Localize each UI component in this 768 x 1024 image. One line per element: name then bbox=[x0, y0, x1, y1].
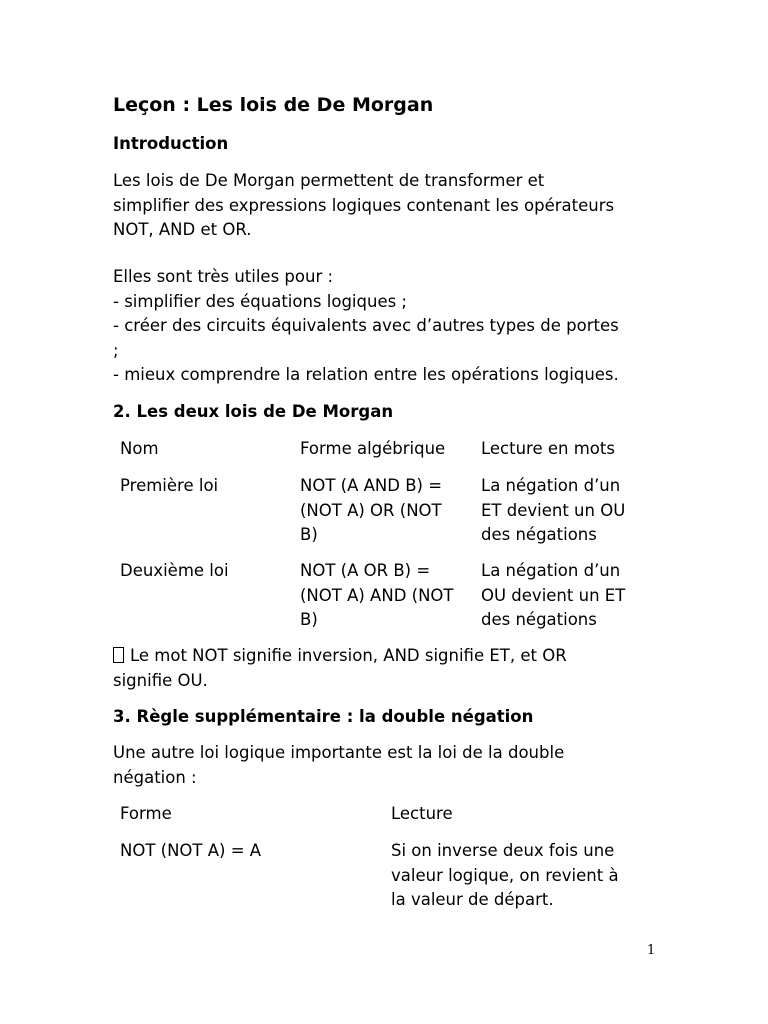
text-line: NOT (A AND B) = bbox=[300, 476, 443, 495]
text-line: B) bbox=[300, 610, 318, 629]
text-line: La négation d’un bbox=[481, 561, 621, 580]
list-item: - mieux comprendre la relation entre les opérations logiques. bbox=[113, 365, 619, 384]
table-header-lecture: Lecture bbox=[391, 804, 453, 823]
note-paragraph bbox=[113, 644, 658, 693]
missing-glyph-icon bbox=[113, 647, 124, 663]
text-line: Si on inverse deux fois une bbox=[391, 841, 615, 860]
table-cell-forme bbox=[300, 559, 454, 633]
table-cell-nom: Première loi bbox=[120, 476, 219, 495]
text-line bbox=[113, 644, 658, 669]
text-line: (NOT A) OR (NOT bbox=[300, 500, 442, 520]
list-item: - simplifier des équations logiques ; bbox=[113, 291, 407, 311]
table-cell-lecture bbox=[481, 559, 625, 633]
list-item-continuation: ; bbox=[113, 340, 119, 360]
text-line: signifie OU. bbox=[113, 670, 208, 690]
table-cell-lecture bbox=[481, 474, 625, 548]
text-line: simplifier des expressions logiques contenant les opérateurs bbox=[113, 195, 615, 215]
table-cell-nom: Deuxième loi bbox=[120, 561, 229, 580]
text-line: valeur logique, on revient à bbox=[391, 865, 619, 885]
table-cell-forme bbox=[300, 474, 442, 548]
text-line: des négations bbox=[481, 525, 597, 544]
table-header-forme: Forme algébrique bbox=[300, 439, 446, 458]
table-header-forme: Forme bbox=[120, 804, 172, 823]
section2-heading: 2. Les deux lois de De Morgan bbox=[113, 402, 394, 421]
table-cell-forme: NOT (NOT A) = A bbox=[120, 841, 262, 860]
text-line: NOT, AND et OR. bbox=[113, 220, 252, 239]
text-line: NOT (A OR B) = bbox=[300, 561, 431, 580]
intro-paragraph bbox=[113, 169, 658, 243]
table-header-lecture: Lecture en mots bbox=[481, 439, 615, 458]
text-line: B) bbox=[300, 525, 318, 544]
text-line: Les lois de De Morgan permettent de transformer et bbox=[113, 171, 545, 190]
section3-heading: 3. Règle supplémentaire : la double négation bbox=[113, 707, 534, 726]
table-header-nom: Nom bbox=[120, 439, 159, 458]
page-number: 1 bbox=[647, 943, 656, 958]
text-line: des négations bbox=[481, 610, 597, 629]
text-line: négation : bbox=[113, 767, 197, 787]
table-cell-lecture bbox=[391, 839, 619, 913]
list-item: - créer des circuits équivalents avec d’autres types de portes bbox=[113, 316, 619, 335]
note-text: Le mot NOT signifie inversion, AND signifie ET, et OR bbox=[130, 646, 567, 665]
text-line: La négation d’un bbox=[481, 476, 621, 495]
text-line: Une autre loi logique importante est la loi de la double bbox=[113, 743, 565, 762]
text-line: la valeur de départ. bbox=[391, 890, 554, 909]
text-line: (NOT A) AND (NOT bbox=[300, 585, 454, 605]
text-line: ET devient un OU bbox=[481, 500, 626, 520]
text-line: Elles sont très utiles pour : bbox=[113, 267, 334, 286]
text-line: OU devient un ET bbox=[481, 585, 626, 605]
section3-intro bbox=[113, 741, 658, 790]
lesson-title: Leçon : Les lois de De Morgan bbox=[113, 94, 434, 116]
intro-heading: Introduction bbox=[113, 134, 229, 153]
uses-list bbox=[113, 265, 658, 388]
